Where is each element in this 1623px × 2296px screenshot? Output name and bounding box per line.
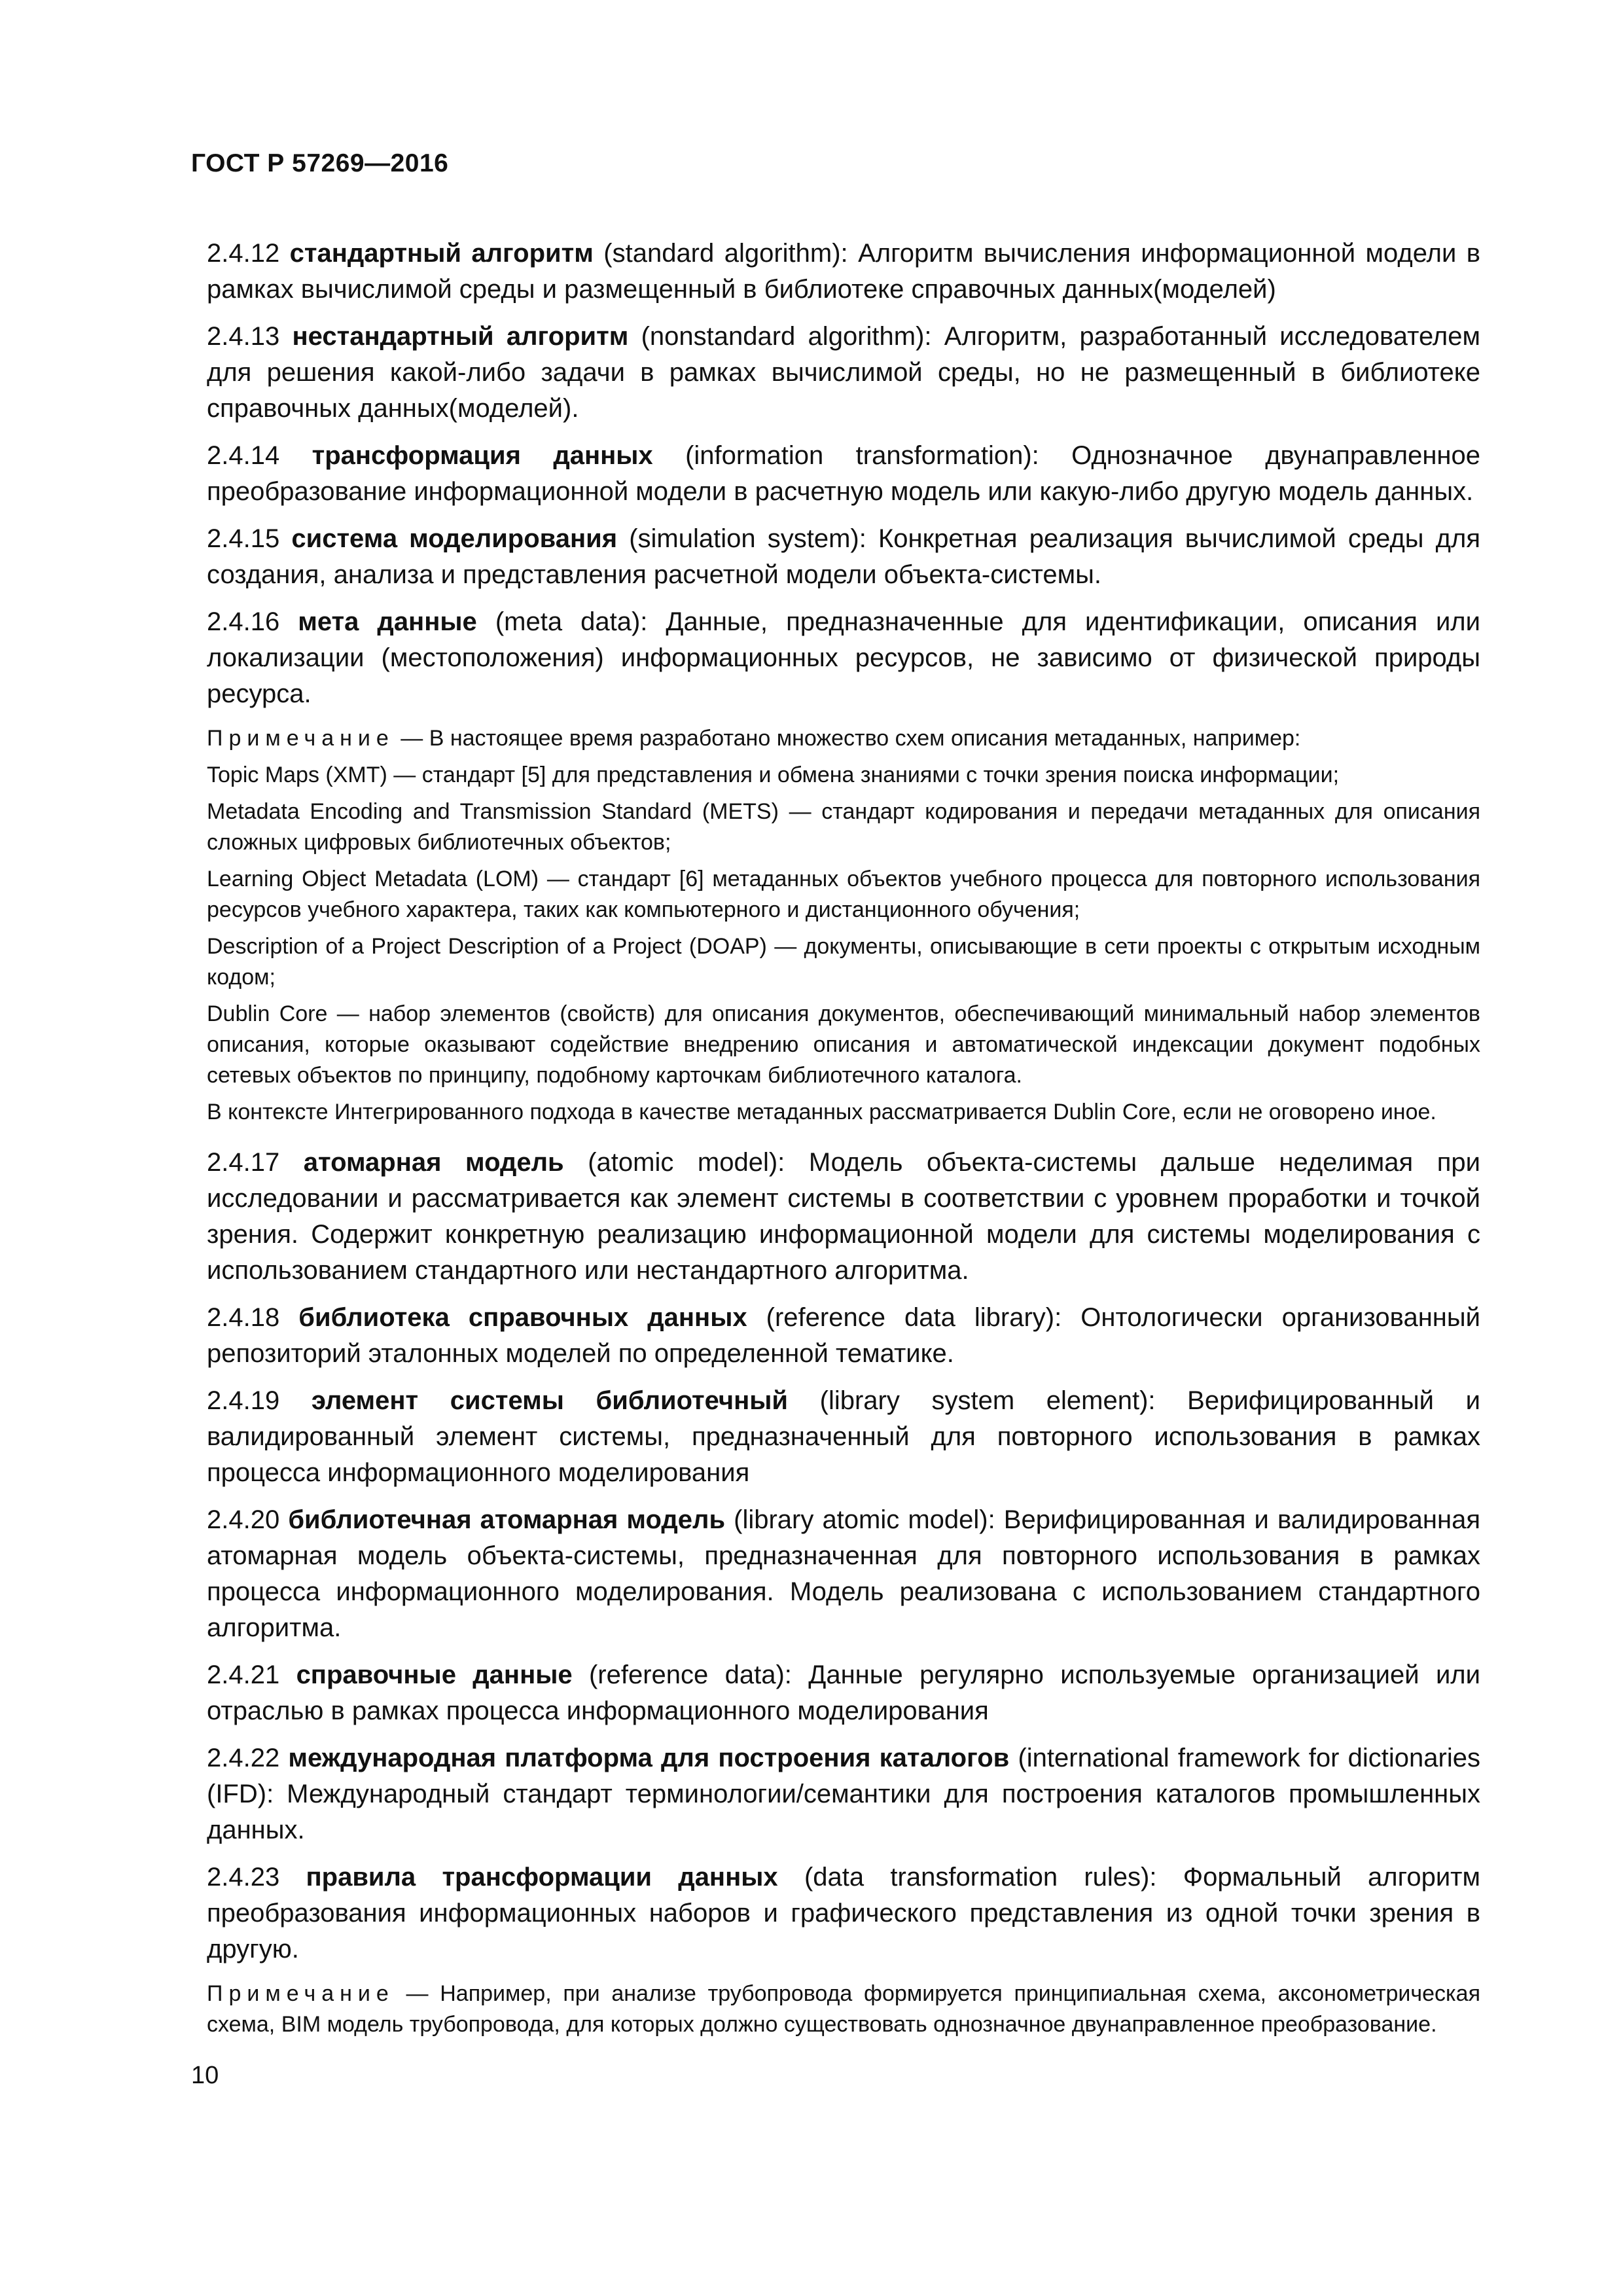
terms-group-2 [207,1145,1480,1967]
note-label: Примечание [207,1981,395,2006]
term-definition [207,1859,1480,1967]
term-text: (library system element): Верифицированный и валидированный элемент системы, предназначенный для повторного использования в рамках процесса информационного моделирования [207,1386,1480,1487]
term-number: 2.4.16 [207,607,280,636]
term-text: (simulation system): Конкретная реализация вычислимой среды для создания, анализа и представления расчетной модели объекта-системы. [207,524,1481,589]
term-name: стандартный алгоритм [289,239,594,268]
term-number: 2.4.18 [207,1303,280,1332]
term-definition [207,1300,1480,1372]
term-name: система моделирования [291,524,618,553]
term-definition [207,1145,1480,1289]
term-definition [207,319,1480,427]
note-item: Learning Object Metadata (LOM) — стандарт [6] метаданных объектов учебного процесса для повторного использования ресурсов учебного характера, таких как компьютерного и дистанционного обучения; [207,867,1480,922]
term-definition [207,604,1480,712]
term-number: 2.4.14 [207,441,280,470]
term-text: (meta data): Данные, предназначенные для идентификации, описания или локализации (местоположения) информационных ресурсов, не зависимо от физической природы ресурса. [207,607,1480,708]
note-item: Dublin Core — набор элементов (свойств) для описания документов, обеспечивающий минимальный набор элементов описания, которые оказывают содействие внедрению описания и автоматической индексации документ подобных сетевых объектов по принципу, подобному карточкам библиотечного каталога. [207,1001,1480,1088]
term-definition [207,1502,1480,1646]
term-name: нестандартный алгоритм [292,322,629,351]
term-definition [207,1657,1480,1729]
term-definition [207,236,1480,308]
term-text: (standard algorithm): Алгоритм вычисления информационной модели в рамках вычислимой среды и размещенный в библиотеке справочных данных(моделей) [207,239,1480,304]
page-content [207,236,1480,2057]
term-number: 2.4.12 [207,239,280,268]
note-label: Примечание [207,726,395,751]
term-name: мета данные [298,607,477,636]
note-intro [207,723,1480,754]
term-text: (nonstandard algorithm): Алгоритм, разработанный исследователем для решения какой-либо задачи в рамках вычислимой среды, но не размещенный в библиотеке справочных данных(моделей). [207,322,1480,423]
note-item: Metadata Encoding and Transmission Standard (METS) — стандарт кодирования и передачи метаданных для описания сложных цифровых библиотечных объектов; [207,799,1480,855]
term-number: 2.4.20 [207,1505,280,1534]
term-number: 2.4.19 [207,1386,280,1415]
term-text: (reference data library): Онтологически организованный репозиторий эталонных моделей по определенной тематике. [207,1303,1480,1368]
term-name: элемент системы библиотечный [311,1386,788,1415]
term-number: 2.4.21 [207,1660,280,1689]
term-number: 2.4.23 [207,1863,280,1892]
term-number: 2.4.15 [207,524,280,553]
term-definition [207,1383,1480,1491]
note-block-metadata [207,723,1480,1128]
note-intro-text: — В настоящее время разработано множество схем описания метаданных, например: [394,726,1301,751]
term-name: международная платформа для построения каталогов [288,1744,1010,1772]
term-name: атомарная модель [303,1148,564,1177]
term-text: (information transformation): Однозначное двунаправленное преобразование информационной модели в расчетную модель или какую-либо другую модель данных. [207,441,1480,506]
term-name: библиотека справочных данных [298,1303,747,1332]
note-item: Topic Maps (XMT) — стандарт [5] для представления и обмена знаниями с точки зрения поиска информации; [207,762,1340,787]
note-body: — Например, при анализе трубопровода формируется принципиальная схема, аксонометрическая схема, BIM модель трубопровода, для которых должно существовать однозначное двунаправленное преобразование. [207,1981,1480,2037]
term-name: правила трансформации данных [306,1863,778,1892]
term-definition [207,438,1480,510]
page-number: 10 [191,2062,219,2089]
document-header: ГОСТ Р 57269—2016 [191,149,449,177]
term-text: (data transformation rules): Формальный алгоритм преобразования информационных наборов и графического представления из одной точки зрения в другую. [207,1863,1480,1964]
note-item: Description of a Project Description of a Project (DOAP) — документы, описывающие в сети проекты с открытым исходным кодом; [207,934,1480,990]
term-number: 2.4.22 [207,1744,280,1772]
term-definition [207,521,1480,593]
note-text [207,1979,1480,2040]
term-number: 2.4.17 [207,1148,280,1177]
term-text: (reference data): Данные регулярно используемые организацией или отраслью в рамках процесса информационного моделирования [207,1660,1480,1725]
term-text: (library atomic model): Верифицированная и валидированная атомарная модель объекта-системы, предназначенная для повторного использования в рамках процесса информационного моделирования. Модель реализована с использованием стандартного алгоритма. [207,1505,1480,1642]
term-definition [207,1740,1480,1848]
term-name: библиотечная атомарная модель [288,1505,726,1534]
term-name: справочные данные [296,1660,573,1689]
term-text: (international framework for dictionaries (IFD): Международный стандарт терминологии/семантики для построения каталогов промышленных данных. [207,1744,1480,1844]
note-item: В контексте Интегрированного подхода в качестве метаданных рассматривается Dublin Core, если не оговорено иное. [207,1100,1436,1124]
note-block-pipeline [207,1979,1480,2040]
terms-group-1 [207,236,1480,712]
term-number: 2.4.13 [207,322,280,351]
term-name: трансформация данных [312,441,653,470]
term-text: (atomic model): Модель объекта-системы дальше неделимая при исследовании и рассматривается как элемент системы в соответствии с уровнем проработки и точкой зрения. Содержит конкретную реализацию информационной модели для системы моделирования с использованием стандартного или нестандартного алгоритма. [207,1148,1480,1285]
